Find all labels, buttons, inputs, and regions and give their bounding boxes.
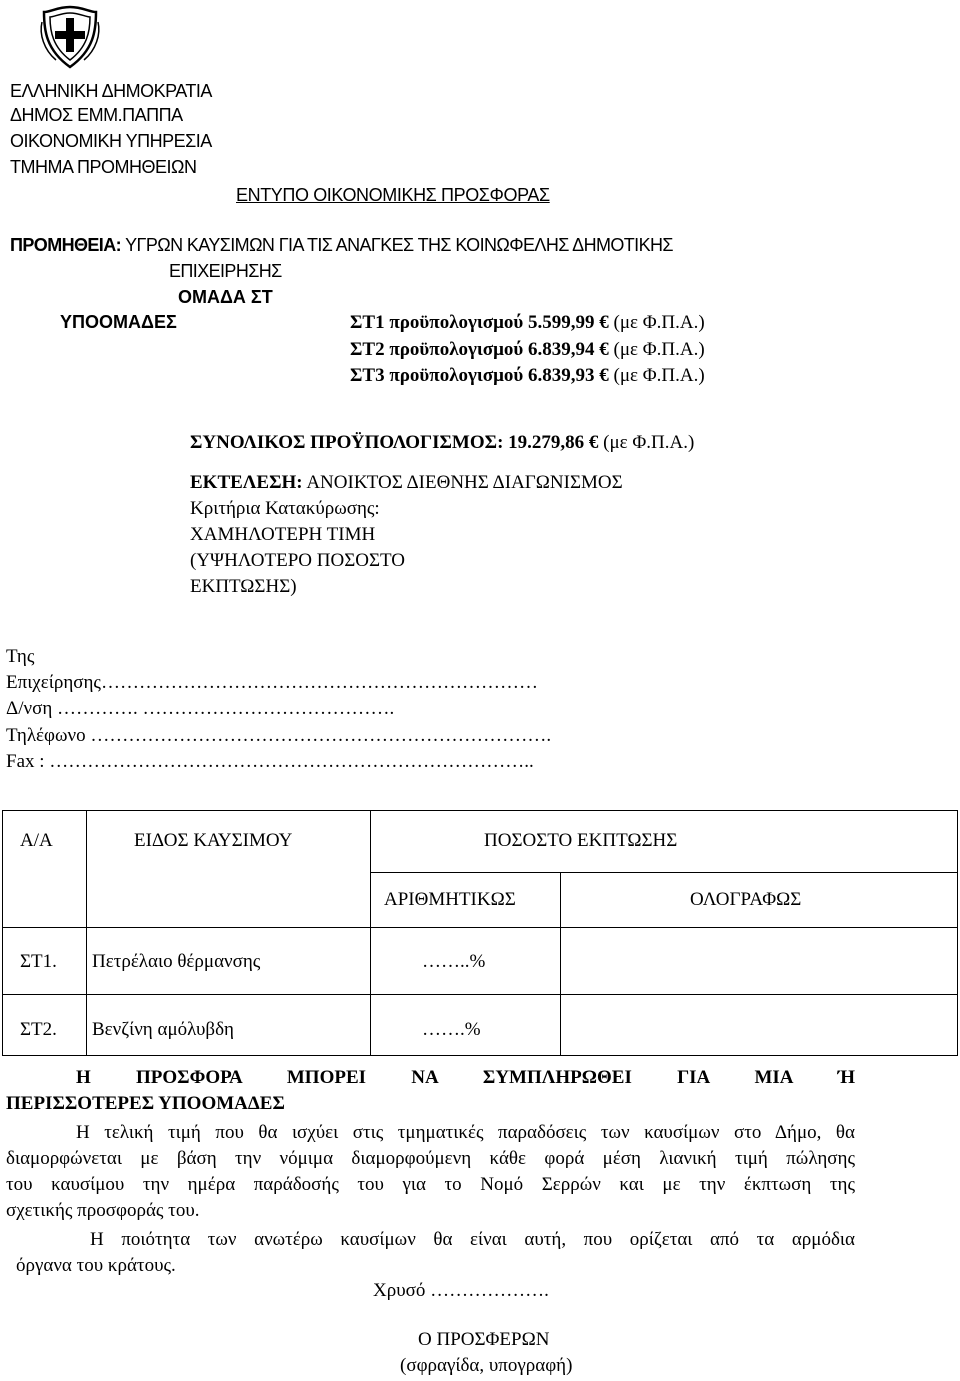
quality-paragraph-line-2: όργανα του κράτους. xyxy=(16,1255,176,1276)
table-col-divider xyxy=(560,872,561,1055)
total-budget-label: ΣΥΝΟΛΙΚΟΣ ΠΡΟΫΠΟΛΟΓΙΣΜΟΣ: 19.279,86 € xyxy=(190,432,604,453)
subgroup-st2-vat: (με Φ.Π.Α.) xyxy=(613,339,705,360)
table-row-fuel: Πετρέλαιο θέρμανσης xyxy=(92,951,261,972)
subgroup-st2-budget: ΣΤ2 προϋπολογισμού 6.839,94 € xyxy=(350,339,614,360)
page-title: ΕΝΤΥΠΟ ΟΙΚΟΝΟΜΙΚΗΣ ΠΡΟΣΦΟΡΑΣ xyxy=(236,185,550,205)
note-line-1: Η ΠΡΟΣΦΟΡΑ ΜΠΟΡΕΙ ΝΑ ΣΥΜΠΛΗΡΩΘΕΙ ΓΙΑ ΜΙΑ Ή xyxy=(76,1067,855,1088)
table-header-fuel: ΕΙΔΟΣ ΚΑΥΣΙΜΟΥ xyxy=(134,830,293,851)
group-label: ΟΜΑΔΑ ΣΤ xyxy=(178,287,273,307)
table-row-divider xyxy=(2,927,958,928)
execution-line xyxy=(190,473,623,492)
company-of-label: Της xyxy=(6,646,35,667)
procurement-label: ΠΡΟΜΗΘΕΙΑ: xyxy=(10,235,122,255)
award-criteria-3: ΕΚΠΤΩΣΗΣ) xyxy=(190,576,297,597)
quality-paragraph-line-1: Η ποιότητα των ανωτέρω καυσίμων θα είναι αυτή, που ορίζεται από τα αρμόδια xyxy=(90,1229,855,1250)
header-service: ΟΙΚΟΝΟΜΙΚΗ ΥΠΗΡΕΣΙΑ xyxy=(10,131,212,151)
pricing-paragraph-line-4: σχετικής προσφοράς του. xyxy=(6,1200,200,1221)
subgroup-st1-vat: (με Φ.Π.Α.) xyxy=(613,312,705,333)
pricing-paragraph-line-2: διαμορφώνεται με βάση την νόμιμα διαμορφούμενη κάθε φορά μέση λιανική τιμή πώλησης xyxy=(6,1148,855,1169)
procurement-text-cont: ΕΠΙΧΕΙΡΗΣΗΣ xyxy=(169,261,282,281)
subgroup-st2 xyxy=(350,340,705,359)
award-criteria-2: (ΥΨΗΛΟΤΕΡΟ ΠΟΣΟΣΤΟ xyxy=(190,550,406,571)
header-country: ΕΛΛΗΝΙΚΗ ΔΗΜΟΚΡΑΤΙΑ xyxy=(10,81,212,101)
company-address-field[interactable]: Δ/νση …………. …………………………………. xyxy=(6,698,395,719)
award-criteria-1: ΧΑΜΗΛΟΤΕΡΗ ΤΙΜΗ xyxy=(190,524,376,545)
subgroup-st3-budget: ΣΤ3 προϋπολογισμού 6.839,93 € xyxy=(350,365,614,386)
note-line-2: ΠΕΡΙΣΣΟΤΕΡΕΣ ΥΠΟΟΜΑΔΕΣ xyxy=(6,1093,285,1114)
coat-of-arms-emblem xyxy=(36,4,104,70)
table-header-words: ΟΛΟΓΡΑΦΩΣ xyxy=(690,889,802,910)
table-row-code: ΣΤ1. xyxy=(20,951,57,972)
procurement-line xyxy=(10,236,673,254)
table-header-aa: Α/Α xyxy=(20,830,53,851)
company-phone-field[interactable]: Τηλέφωνο ………………………………………………………………. xyxy=(6,725,552,746)
table-row-divider xyxy=(2,994,958,995)
total-budget xyxy=(190,433,694,452)
subgroup-st3 xyxy=(350,366,705,385)
bidder-label: Ο ΠΡΟΣΦΕΡΩΝ xyxy=(418,1329,550,1350)
execution-value: ΑΝΟΙΚΤΟΣ ΔΙΕΘΝΗΣ ΔΙΑΓΩΝΙΣΜΟΣ xyxy=(306,472,623,493)
table-col-divider xyxy=(370,810,371,1055)
table-row-divider xyxy=(370,872,958,873)
subgroup-st1 xyxy=(350,313,705,332)
pricing-paragraph-line-3: του καυσίμου την ημέρα παράδοσής του για το Νομό Σερρών και με την έκπτωση της xyxy=(6,1174,855,1195)
table-header-numeric: ΑΡΙΘΜΗΤΙΚΩΣ xyxy=(384,889,516,910)
company-name-field[interactable]: Επιχείρησης…………………………………………………………… xyxy=(6,672,538,693)
table-header-discount: ΠΟΣΟΣΤΟ ΕΚΠΤΩΣΗΣ xyxy=(484,830,678,851)
table-row-fuel: Βενζίνη αμόλυβδη xyxy=(92,1019,234,1040)
table-row-pct-field[interactable]: ……..% xyxy=(422,951,486,972)
header-municipality: ΔΗΜΟΣ ΕΜΜ.ΠΑΠΠΑ xyxy=(10,105,183,125)
table-col-divider xyxy=(86,810,87,1055)
stamp-signature-label: (σφραγίδα, υπογραφή) xyxy=(400,1355,573,1376)
header-department: ΤΜΗΜΑ ΠΡΟΜΗΘΕΙΩΝ xyxy=(10,157,197,177)
procurement-text: ΥΓΡΩΝ ΚΑΥΣΙΜΩΝ ΓΙΑ ΤΙΣ ΑΝΑΓΚΕΣ ΤΗΣ ΚΟΙΝΩΦΕΛΗΣ ΔΗΜΟΤΙΚΗΣ xyxy=(125,235,673,255)
subgroups-label: ΥΠΟΟΜΑΔΕΣ xyxy=(60,312,177,332)
award-criteria-label: Κριτήρια Κατακύρωσης: xyxy=(190,498,380,519)
subgroup-st1-budget: ΣΤ1 προϋπολογισμού 5.599,99 € xyxy=(350,312,614,333)
total-budget-vat: (με Φ.Π.Α.) xyxy=(603,432,695,453)
place-date-field[interactable]: Χρυσό ………………. xyxy=(373,1280,549,1301)
table-row-code: ΣΤ2. xyxy=(20,1019,57,1040)
pricing-paragraph-line-1: Η τελική τιμή που θα ισχύει στις τμηματικές παραδόσεις των καυσίμων στο Δήμο, θα xyxy=(76,1122,855,1143)
company-fax-field[interactable]: Fax : ………………………………………………………………….. xyxy=(6,751,534,772)
table-row-pct-field[interactable]: …….% xyxy=(422,1019,481,1040)
subgroup-st3-vat: (με Φ.Π.Α.) xyxy=(613,365,705,386)
execution-label: ΕΚΤΕΛΕΣΗ: xyxy=(190,472,303,493)
